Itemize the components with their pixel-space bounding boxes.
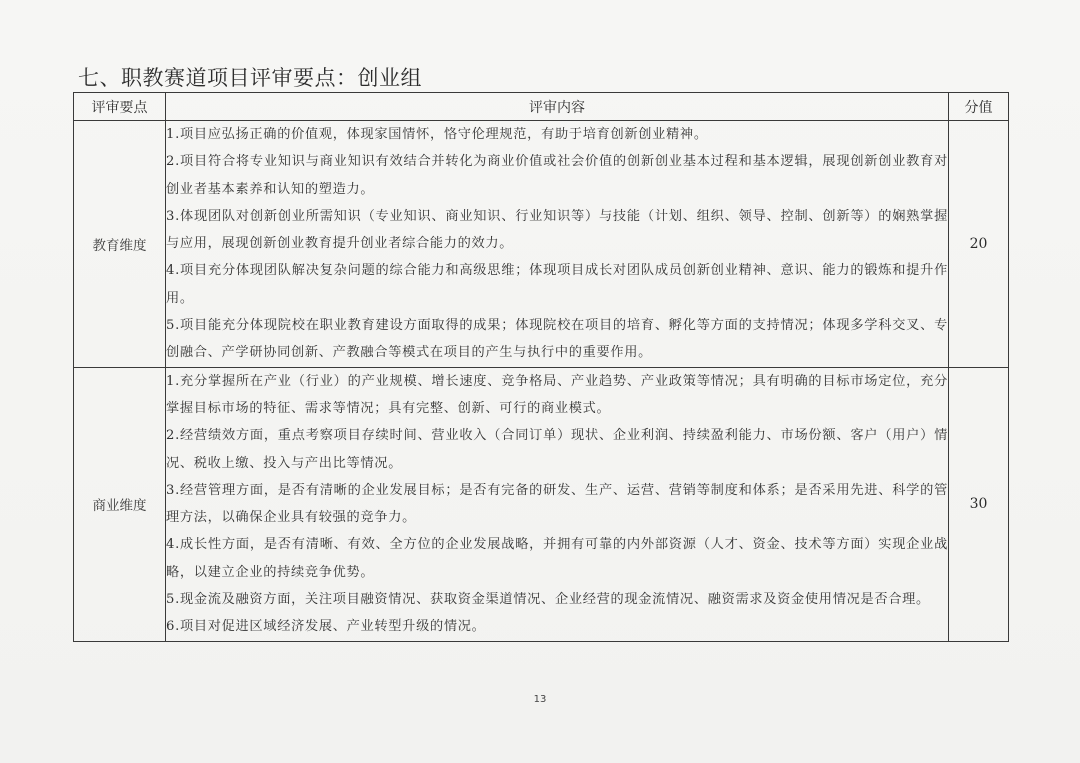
header-content: 评审内容: [166, 93, 949, 121]
criteria-item: 4.项目充分体现团队解决复杂问题的综合能力和高级思维；体现项目成长对团队成员创新创业精神、意识、能力的锻炼和提升作用。: [166, 263, 948, 306]
header-score: 分值: [949, 93, 1009, 121]
criteria-item: 4.成长性方面，是否有清晰、有效、全方位的企业发展战略，并拥有可靠的内外部资源（人才、资金、技术等方面）实现企业战略，以建立企业的持续竞争优势。: [166, 537, 948, 580]
dimension-cell: 教育维度: [74, 121, 166, 368]
page-number: 13: [533, 694, 547, 705]
score-cell: 20: [949, 121, 1009, 368]
score-cell: 30: [949, 367, 1009, 641]
criteria-item: 1.项目应弘扬正确的价值观，体现家国情怀，恪守伦理规范，有助于培育创新创业精神。: [166, 127, 708, 142]
table-row-business: [74, 367, 1009, 641]
criteria-item: 3.经营管理方面，是否有清晰的企业发展目标；是否有完备的研发、生产、运营、营销等制度和体系；是否采用先进、科学的管理方法，以确保企业具有较强的竞争力。: [166, 482, 948, 526]
header-dimension: 评审要点: [74, 93, 166, 121]
criteria-item: 5.现金流及融资方面，关注项目融资情况、获取资金渠道情况、企业经营的现金流情况、融资需求及资金使用情况是否合理。: [166, 592, 930, 608]
criteria-item: 3.体现团队对创新创业所需知识（专业知识、商业知识、行业知识等）与技能（计划、组织、领导、控制、创新等）的娴熟掌握与应用，展现创新创业教育提升创业者综合能力的效力。: [166, 208, 948, 252]
criteria-item: 2.经营绩效方面，重点考察项目存续时间、营业收入（合同订单）现状、企业利润、持续盈利能力、市场份额、客户（用户）情况、税收上缴、投入与产出比等情况。: [166, 428, 948, 471]
criteria-item: 1.充分掌握所在产业（行业）的产业规模、增长速度、竞争格局、产业趋势、产业政策等情况；具有明确的目标市场定位，充分掌握目标市场的特征、需求等情况；具有完整、创新、可行的商业模式。: [166, 373, 948, 416]
criteria-item: 2.项目符合将专业知识与商业知识有效结合并转化为商业价值或社会价值的创新创业基本过程和基本逻辑，展现创新创业教育对创业者基本素养和认知的塑造力。: [166, 154, 948, 197]
dimension-cell: 商业维度: [74, 367, 166, 641]
content-cell: [166, 367, 949, 641]
section-heading: 七、职教赛道项目评审要点：创业组: [78, 66, 422, 90]
review-criteria-table: [73, 92, 1009, 642]
table-row-education: [74, 121, 1009, 368]
table-header-row: [74, 93, 1009, 121]
criteria-item: 6.项目对促进区域经济发展、产业转型升级的情况。: [166, 619, 486, 635]
content-cell: [166, 121, 949, 368]
criteria-item: 5.项目能充分体现院校在职业教育建设方面取得的成果；体现院校在项目的培育、孵化等方面的支持情况；体现多学科交叉、专创融合、产学研协同创新、产教融合等模式在项目的产生与执行中的重要作用。: [166, 318, 948, 361]
